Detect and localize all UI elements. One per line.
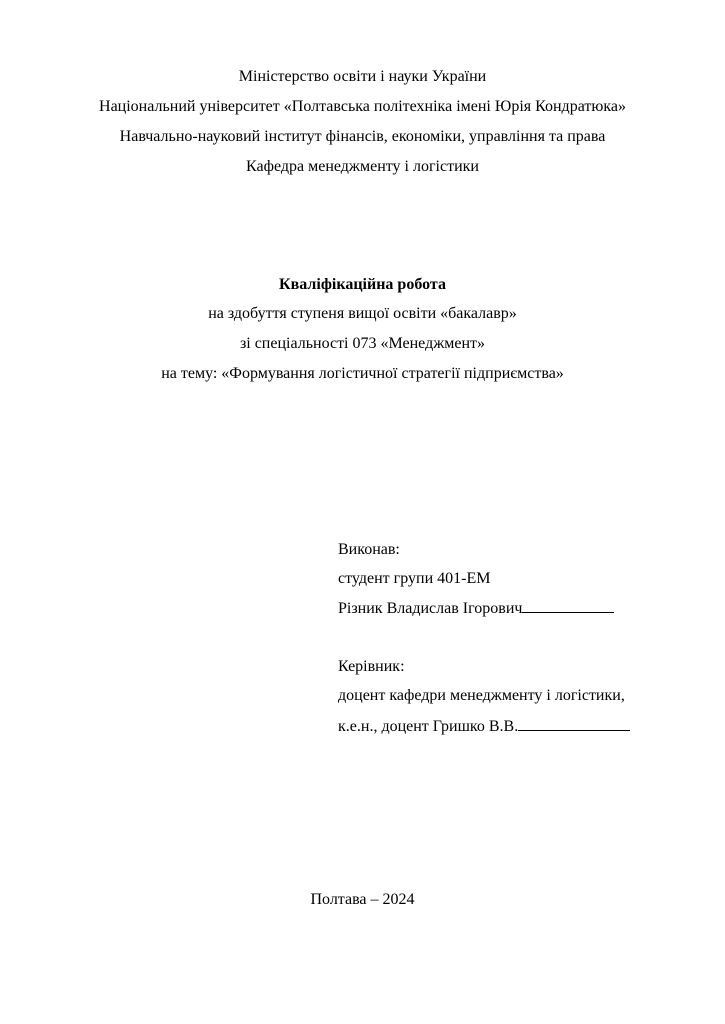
supervisor-position: доцент кафедри менеджменту і логістики, xyxy=(338,687,625,704)
ministry-line: Міністерство освіти і науки України xyxy=(238,68,487,85)
supervisor-signature-blank xyxy=(518,716,630,731)
topic-line: на тему: «Формування логістичної стратегії підприємства» xyxy=(161,365,564,382)
department-line: Кафедра менеджменту і логістики xyxy=(246,158,479,175)
author-group: студент групи 401-ЕМ xyxy=(338,570,491,587)
university-line: Національний університет «Полтавська політехніка імені Юрія Кондратюка» xyxy=(99,98,626,115)
supervisor-label: Керівник: xyxy=(338,658,405,675)
specialty-line: зі спеціальності 073 «Менеджмент» xyxy=(239,335,486,352)
author-label: Виконав: xyxy=(338,541,400,558)
supervisor-name: к.е.н., доцент Гришко В.В. xyxy=(338,718,519,735)
institute-line: Навчально-науковий інститут фінансів, економіки, управління та права xyxy=(119,128,606,145)
author-name: Різник Владислав Ігорович xyxy=(338,600,523,617)
supervisor-signature-line xyxy=(338,716,630,737)
author-signature-line xyxy=(338,598,614,619)
author-signature-blank xyxy=(522,598,614,613)
work-title: Кваліфікаційна робота xyxy=(279,276,446,293)
degree-line: на здобуття ступеня вищої освіти «бакалавр» xyxy=(208,305,517,322)
city-year: Полтава – 2024 xyxy=(310,891,415,908)
